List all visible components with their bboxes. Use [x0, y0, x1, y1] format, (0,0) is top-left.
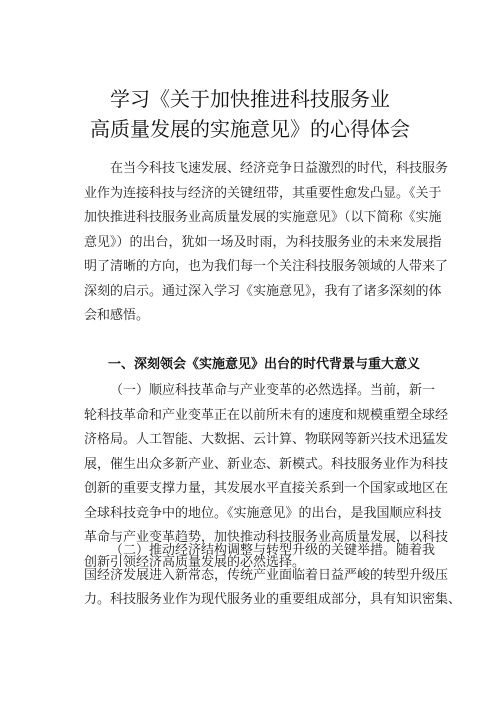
- intro-line: 在当今科技飞速发展、经济竞争日益激烈的时代，科技服务: [110, 161, 449, 176]
- para1-line: 创新引领经济高质量发展的必然选择。: [84, 554, 306, 570]
- para1-line: 创新的重要支撑力量，其发展水平直接关系到一个国家或地区在: [84, 481, 449, 496]
- para2-line: 国经济发展进入新常态，传统产业面临着日益严峻的转型升级压: [84, 567, 449, 583]
- intro-line: 意见》）的出台，犹如一场及时雨，为科技服务业的未来发展指: [84, 234, 442, 250]
- intro-line: 明了清晰的方向，也为我们每一个关注科技服务领域的人带来了: [84, 259, 449, 274]
- document-title-line-1: 学习《关于加快推进科技服务业: [110, 87, 390, 111]
- intro-line: 加快推进科技服务业高质量发展的实施意见》（以下简称《实施: [84, 210, 442, 225]
- intro-line: 深刻的启示。通过深入学习《实施意见》，我有了诸多深刻的体: [84, 283, 442, 299]
- para2-line: 力。科技服务业作为现代服务业的重要组成部分，具有知识密集、: [84, 592, 462, 607]
- para1-line: 展，催生出众多新产业、新业态、新模式。科技服务业作为科技: [84, 456, 449, 472]
- para1-line: 济格局。人工智能、大数据、云计算、物联网等新兴技术迅猛发: [84, 432, 449, 447]
- intro-line: 会和感悟。: [84, 308, 150, 323]
- para1-line: 革命与产业变革趋势，加快推动科技服务业高质量发展，以科技: [84, 530, 449, 545]
- section-heading-1: 一、深刻领会《实施意见》出台的时代背景与重大意义: [108, 357, 421, 372]
- para1-line: 全球科技竞争中的地位。《实施意见》的出台，是我国顺应科技: [84, 505, 442, 521]
- para2-line: （二）推动经济结构调整与转型升级的关键举措。随着我: [110, 543, 436, 558]
- para1-line: 轮科技革命和产业变革正在以前所未有的速度和规模重塑全球经: [84, 407, 449, 423]
- para1-line: （一）顺应科技革命与产业变革的必然选择。当前，新一: [110, 383, 436, 398]
- intro-line: 业作为连接科技与经济的关键纽带，其重要性愈发凸显。《关于: [84, 185, 442, 201]
- document-title-line-2: 高质量发展的实施意见》的心得体会: [90, 117, 410, 141]
